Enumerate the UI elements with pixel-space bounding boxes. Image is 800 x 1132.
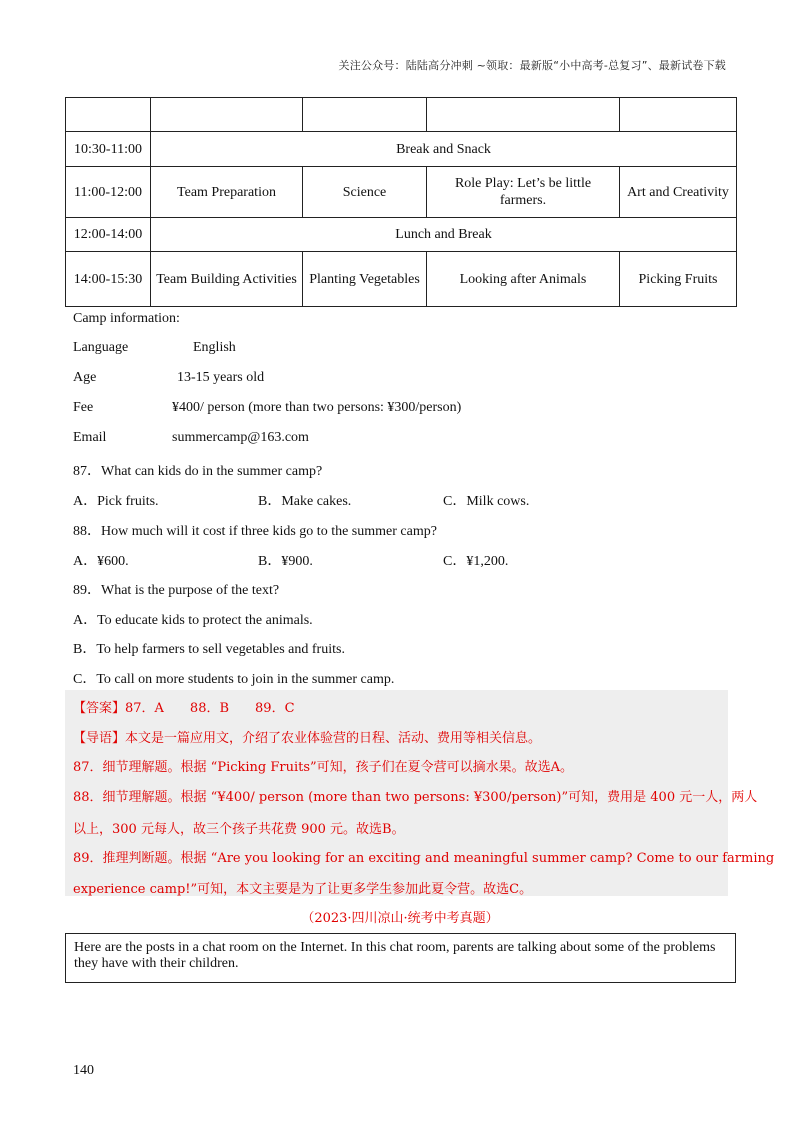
- page-header: 关注公众号：陆陆高分冲刺 ~领取：最新版“小中高考-总复习”、最新试卷下载: [338, 59, 726, 72]
- time-cell: 11:00-12:00: [66, 167, 151, 218]
- field-label-email: Email: [73, 430, 107, 445]
- question-87: 87．What can kids do in the summer camp?: [73, 464, 323, 479]
- option-88-b: B．¥900.: [258, 554, 313, 569]
- activity-cell: [620, 98, 737, 132]
- option-89-b: B．To help farmers to sell vegetables and fruits.: [73, 642, 345, 657]
- option-87-b: B．Make cakes.: [258, 494, 352, 509]
- answer-explanation-89-cont: experience camp!”可知，本文主要是为了让更多学生参加此夏令营。故选C。: [73, 882, 533, 897]
- field-label-fee: Fee: [73, 400, 94, 415]
- field-value-email: summercamp@163.com: [172, 430, 309, 445]
- passage-box: Here are the posts in a chat room on the Internet. In this chat room, parents are talking about some of the problems they have with their children.: [65, 933, 736, 983]
- field-value-age: 13-15 years old: [177, 370, 265, 385]
- time-cell: 10:30-11:00: [66, 132, 151, 167]
- break-cell: Lunch and Break: [151, 218, 737, 252]
- time-cell: 12:00-14:00: [66, 218, 151, 252]
- time-cell: [66, 98, 151, 132]
- option-89-c: C．To call on more students to join in the summer camp.: [73, 672, 395, 687]
- option-87-c: C．Milk cows.: [443, 494, 530, 509]
- option-87-a: A．Pick fruits.: [73, 494, 159, 509]
- break-cell: Break and Snack: [151, 132, 737, 167]
- option-88-c: C．¥1,200.: [443, 554, 509, 569]
- time-cell: 14:00-15:30: [66, 252, 151, 307]
- page-number: 140: [73, 1063, 94, 1078]
- activity-cell: Science: [303, 167, 427, 218]
- question-88: 88．How much will it cost if three kids go to the summer camp?: [73, 524, 437, 539]
- answer-explanation-88-cont: 以上，300 元每人，故三个孩子共花费 900 元。故选B。: [73, 822, 405, 837]
- answer-explanation-89: 89．推理判断题。根据 “Are you looking for an exciting and meaningful summer camp? Come to our farming: [73, 851, 775, 866]
- option-88-a: A．¥600.: [73, 554, 129, 569]
- camp-info-heading: Camp information:: [73, 311, 180, 326]
- table-row: [66, 218, 737, 252]
- schedule-table: [65, 97, 737, 307]
- activity-cell: Team Preparation: [151, 167, 303, 218]
- activity-cell: [151, 98, 303, 132]
- field-value-language: English: [193, 340, 236, 355]
- source-citation: （2023·四川凉山·统考中考真题）: [301, 911, 499, 926]
- activity-cell: Role Play: Let’s be little farmers.: [427, 167, 620, 218]
- question-89: 89．What is the purpose of the text?: [73, 583, 280, 598]
- activity-cell: [427, 98, 620, 132]
- activity-cell: Team Building Activities: [151, 252, 303, 307]
- table-row: [66, 98, 737, 132]
- activity-cell: Picking Fruits: [620, 252, 737, 307]
- answer-explanation-88: 88．细节理解题。根据 “¥400/ person (more than two persons: ¥300/person)”可知，费用是 400 元一人，两人: [73, 790, 758, 805]
- answer-intro: 【导语】本文是一篇应用文，介绍了农业体验营的日程、活动、费用等相关信息。: [73, 731, 542, 746]
- answer-explanation-87: 87．细节理解题。根据 “Picking Fruits”可知，孩子们在夏令营可以摘水果。故选A。: [73, 760, 574, 775]
- table-row: [66, 167, 737, 218]
- field-label-language: Language: [73, 340, 129, 355]
- activity-cell: [303, 98, 427, 132]
- table-row: [66, 252, 737, 307]
- option-89-a: A．To educate kids to protect the animals.: [73, 613, 313, 628]
- activity-cell: Looking after Animals: [427, 252, 620, 307]
- field-value-fee: ¥400/ person (more than two persons: ¥300/person): [172, 400, 462, 415]
- answer-key: 【答案】87．A 88．B 89．C: [73, 701, 295, 716]
- activity-cell: Art and Creativity: [620, 167, 737, 218]
- activity-cell: Planting Vegetables: [303, 252, 427, 307]
- field-label-age: Age: [73, 370, 97, 385]
- table-row: [66, 132, 737, 167]
